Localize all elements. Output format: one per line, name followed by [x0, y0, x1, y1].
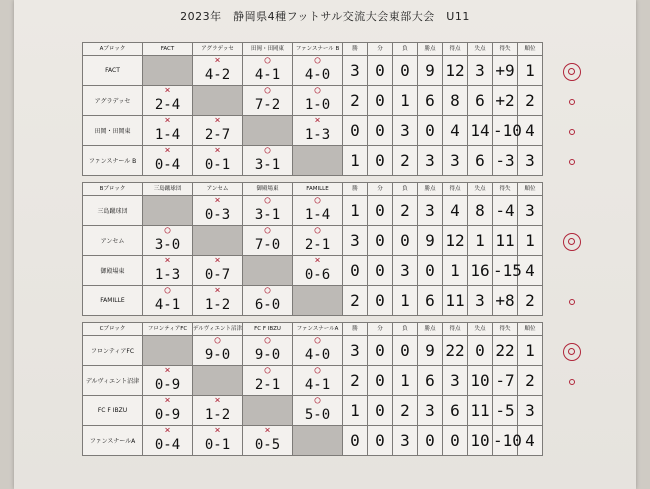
stat-header: 勝点	[418, 323, 443, 336]
team-name: 三島蹴球団	[83, 196, 143, 226]
stat-value: 12	[443, 56, 468, 86]
table-row	[83, 426, 543, 456]
match-score: 0-4	[154, 436, 181, 453]
stat-value: 14	[468, 116, 493, 146]
match-result	[293, 56, 343, 86]
match-result	[193, 196, 243, 226]
match-score: 4-1	[254, 66, 281, 83]
stat-value: 0	[368, 256, 393, 286]
stat-value: +8	[493, 286, 518, 316]
result-mark: ×	[214, 55, 221, 66]
match-result	[143, 116, 193, 146]
result-mark: ×	[214, 145, 221, 156]
stat-header: 得失	[493, 323, 518, 336]
match-result	[193, 426, 243, 456]
match-score: 4-2	[204, 66, 231, 83]
match-result	[293, 116, 343, 146]
match-result	[143, 366, 193, 396]
team-name: 田岡・田岡東	[83, 116, 143, 146]
result-mark: ○	[314, 365, 321, 376]
result-mark: ×	[164, 395, 171, 406]
team-name: フロンティアFC	[83, 336, 143, 366]
stat-value: 11	[468, 396, 493, 426]
result-mark: ○	[264, 145, 271, 156]
stat-value: -4	[493, 196, 518, 226]
stat-header: 分	[368, 43, 393, 56]
match-score: 2-1	[304, 236, 331, 253]
result-mark: ×	[214, 195, 221, 206]
match-score: 0-4	[154, 156, 181, 173]
result-mark: ○	[164, 225, 171, 236]
stat-value: 0	[368, 286, 393, 316]
result-mark: ×	[164, 145, 171, 156]
stat-value: 3	[393, 256, 418, 286]
stat-value: 0	[368, 146, 393, 176]
stat-value: 2	[393, 396, 418, 426]
result-mark: ×	[314, 255, 321, 266]
match-score: 4-1	[154, 296, 181, 313]
match-result	[293, 86, 343, 116]
match-score: 3-0	[154, 236, 181, 253]
stat-value: 3	[468, 56, 493, 86]
match-result	[243, 146, 293, 176]
table-row	[83, 256, 543, 286]
result-mark: ○	[314, 225, 321, 236]
circle-mark	[557, 293, 587, 309]
match-score: 0-7	[204, 266, 231, 283]
team-header: ファンスナール B	[293, 43, 343, 56]
match-result	[243, 86, 293, 116]
circle-icon	[569, 379, 575, 385]
self-match-cell	[293, 426, 343, 456]
result-mark: ○	[164, 285, 171, 296]
stat-header: 勝	[343, 183, 368, 196]
double-circle-icon	[563, 233, 581, 251]
match-result	[143, 86, 193, 116]
match-score: 3-1	[254, 206, 281, 223]
stat-value: 2	[393, 196, 418, 226]
result-mark: ×	[264, 425, 271, 436]
match-result	[193, 116, 243, 146]
block-label: Bブロック	[83, 183, 143, 196]
stat-value: 2	[518, 86, 543, 116]
stat-value: 0	[393, 336, 418, 366]
stat-value: 6	[468, 146, 493, 176]
result-mark: ○	[314, 55, 321, 66]
match-result	[243, 286, 293, 316]
match-result	[243, 366, 293, 396]
match-result	[193, 146, 243, 176]
result-mark: ×	[214, 425, 221, 436]
stat-header: 負	[393, 43, 418, 56]
self-match-cell	[193, 366, 243, 396]
stat-value: 0	[418, 256, 443, 286]
stat-header: 分	[368, 323, 393, 336]
match-score: 0-9	[154, 376, 181, 393]
stat-value: 9	[418, 336, 443, 366]
double-circle-mark	[557, 233, 587, 255]
match-score: 4-0	[304, 66, 331, 83]
stat-value: 1	[393, 86, 418, 116]
stat-value: 6	[418, 286, 443, 316]
result-mark: ×	[214, 255, 221, 266]
circle-mark	[557, 93, 587, 109]
result-mark: ×	[214, 395, 221, 406]
stat-value: 2	[518, 286, 543, 316]
match-score: 0-9	[154, 406, 181, 423]
stat-value: 3	[418, 396, 443, 426]
result-mark: ○	[264, 285, 271, 296]
stat-value: -10	[493, 426, 518, 456]
stat-header: 失点	[468, 323, 493, 336]
match-score: 9-0	[204, 346, 231, 363]
stat-value: 9	[418, 56, 443, 86]
result-mark: ×	[164, 85, 171, 96]
match-result	[243, 226, 293, 256]
match-result	[143, 286, 193, 316]
match-score: 4-0	[304, 346, 331, 363]
stat-value: 1	[343, 146, 368, 176]
stat-value: 6	[418, 366, 443, 396]
match-result	[193, 336, 243, 366]
stat-value: 22	[443, 336, 468, 366]
stat-value: 10	[468, 366, 493, 396]
stat-value: 3	[518, 396, 543, 426]
stat-value: -3	[493, 146, 518, 176]
stat-value: 1	[468, 226, 493, 256]
stat-value: 0	[368, 366, 393, 396]
match-result	[243, 196, 293, 226]
stat-value: 4	[518, 426, 543, 456]
match-score: 1-3	[154, 266, 181, 283]
match-score: 0-3	[204, 206, 231, 223]
stat-value: 3	[343, 226, 368, 256]
stat-header: 得失	[493, 43, 518, 56]
team-header: フロンティアFC	[143, 323, 193, 336]
table-row	[83, 336, 543, 366]
stat-value: 9	[418, 226, 443, 256]
stat-value: -10	[493, 116, 518, 146]
double-circle-icon	[563, 343, 581, 361]
circle-icon	[569, 299, 575, 305]
match-result	[193, 286, 243, 316]
stat-value: 0	[443, 426, 468, 456]
match-result	[293, 226, 343, 256]
table-row	[83, 86, 543, 116]
stat-value: 12	[443, 226, 468, 256]
stat-value: 2	[343, 366, 368, 396]
match-score: 1-2	[204, 406, 231, 423]
result-mark: ○	[264, 225, 271, 236]
match-score: 9-0	[254, 346, 281, 363]
stat-value: 6	[443, 396, 468, 426]
match-result	[143, 256, 193, 286]
stat-value: 0	[368, 226, 393, 256]
stat-header: 得点	[443, 43, 468, 56]
stat-value: 8	[468, 196, 493, 226]
result-mark: ○	[264, 85, 271, 96]
match-result	[143, 426, 193, 456]
table-row	[83, 116, 543, 146]
self-match-cell	[293, 146, 343, 176]
table-row	[83, 286, 543, 316]
team-header: アンセム	[193, 183, 243, 196]
stat-value: 16	[468, 256, 493, 286]
match-result	[293, 396, 343, 426]
stat-value: 1	[518, 226, 543, 256]
result-mark: ×	[214, 115, 221, 126]
stat-value: 0	[368, 86, 393, 116]
team-header: デルヴィエント沼津	[193, 323, 243, 336]
match-result	[243, 426, 293, 456]
block-label: Cブロック	[83, 323, 143, 336]
circle-mark	[557, 153, 587, 169]
match-score: 7-0	[254, 236, 281, 253]
stat-header: 失点	[468, 183, 493, 196]
stat-value: 4	[443, 116, 468, 146]
stat-value: 8	[443, 86, 468, 116]
result-mark: ○	[264, 195, 271, 206]
result-mark: ×	[164, 425, 171, 436]
match-result	[293, 196, 343, 226]
team-name: デルヴィエント沼津	[83, 366, 143, 396]
stat-value: 0	[418, 426, 443, 456]
match-result	[293, 256, 343, 286]
match-result	[143, 146, 193, 176]
stat-value: 1	[443, 256, 468, 286]
match-score: 2-7	[204, 126, 231, 143]
result-mark: ○	[314, 335, 321, 346]
stat-header: 勝点	[418, 183, 443, 196]
stat-value: -15	[493, 256, 518, 286]
stat-value: 3	[518, 196, 543, 226]
self-match-cell	[193, 86, 243, 116]
team-header: FAMILLE	[293, 183, 343, 196]
match-result	[193, 396, 243, 426]
match-score: 0-1	[204, 156, 231, 173]
stat-header: 勝	[343, 323, 368, 336]
team-name: ファンスナール B	[83, 146, 143, 176]
stat-header: 得失	[493, 183, 518, 196]
stat-value: 3	[343, 336, 368, 366]
result-mark: ×	[314, 115, 321, 126]
stat-header: 順位	[518, 43, 543, 56]
stat-value: 6	[418, 86, 443, 116]
stat-value: 0	[418, 116, 443, 146]
stat-value: 3	[418, 196, 443, 226]
double-circle-mark	[557, 343, 587, 365]
team-name: FACT	[83, 56, 143, 86]
stat-value: -5	[493, 396, 518, 426]
team-name: FAMILLE	[83, 286, 143, 316]
stat-value: 0	[343, 426, 368, 456]
stat-value: 3	[518, 146, 543, 176]
self-match-cell	[293, 286, 343, 316]
stat-value: 3	[343, 56, 368, 86]
match-score: 1-0	[304, 96, 331, 113]
result-mark: ○	[214, 335, 221, 346]
block-label: Aブロック	[83, 43, 143, 56]
stat-value: 3	[443, 146, 468, 176]
stat-value: 2	[393, 146, 418, 176]
team-name: アンセム	[83, 226, 143, 256]
match-score: 1-2	[204, 296, 231, 313]
double-circle-icon	[563, 63, 581, 81]
stat-value: 1	[518, 336, 543, 366]
stat-value: 0	[368, 336, 393, 366]
result-mark: ×	[164, 365, 171, 376]
team-header: 田岡・田岡東	[243, 43, 293, 56]
team-name: 御殿場東	[83, 256, 143, 286]
stat-header: 失点	[468, 43, 493, 56]
stat-value: 1	[393, 286, 418, 316]
match-score: 0-5	[254, 436, 281, 453]
match-result	[243, 56, 293, 86]
team-header: 御殿場東	[243, 183, 293, 196]
stat-value: 11	[443, 286, 468, 316]
self-match-cell	[243, 256, 293, 286]
double-circle-mark	[557, 63, 587, 85]
stat-header: 順位	[518, 183, 543, 196]
match-score: 6-0	[254, 296, 281, 313]
result-mark: ○	[264, 365, 271, 376]
match-score: 1-4	[154, 126, 181, 143]
result-mark: ○	[314, 85, 321, 96]
stat-value: 0	[368, 196, 393, 226]
stat-value: 1	[518, 56, 543, 86]
stat-value: 0	[393, 226, 418, 256]
stat-value: 1	[393, 366, 418, 396]
stat-value: 1	[343, 396, 368, 426]
match-result	[243, 336, 293, 366]
match-score: 2-4	[154, 96, 181, 113]
stat-value: 2	[343, 86, 368, 116]
team-header: FACT	[143, 43, 193, 56]
match-result	[293, 336, 343, 366]
stat-header: 勝	[343, 43, 368, 56]
stat-header: 順位	[518, 323, 543, 336]
match-result	[143, 226, 193, 256]
stat-value: 2	[343, 286, 368, 316]
table-row	[83, 366, 543, 396]
self-match-cell	[143, 56, 193, 86]
stat-value: 10	[468, 426, 493, 456]
stat-value: 0	[343, 256, 368, 286]
block-table-1	[82, 42, 543, 176]
page-title: 2023年 静岡県4種フットサル交流大会東部大会 U11	[180, 10, 470, 23]
circle-icon	[569, 99, 575, 105]
stat-value: 0	[343, 116, 368, 146]
team-name: FC F IBZU	[83, 396, 143, 426]
circle-icon	[569, 159, 575, 165]
match-score: 2-1	[254, 376, 281, 393]
stat-value: 22	[493, 336, 518, 366]
stat-value: 0	[368, 116, 393, 146]
match-score: 0-6	[304, 266, 331, 283]
result-mark: ○	[264, 55, 271, 66]
stat-value: +9	[493, 56, 518, 86]
stat-value: 4	[443, 196, 468, 226]
self-match-cell	[143, 336, 193, 366]
match-score: 5-0	[304, 406, 331, 423]
stat-value: 3	[393, 426, 418, 456]
match-score: 1-4	[304, 206, 331, 223]
self-match-cell	[143, 196, 193, 226]
result-mark: ×	[214, 285, 221, 296]
match-score: 4-1	[304, 376, 331, 393]
stat-header: 得点	[443, 323, 468, 336]
team-header: 三島蹴球団	[143, 183, 193, 196]
match-score: 3-1	[254, 156, 281, 173]
self-match-cell	[193, 226, 243, 256]
stat-header: 負	[393, 183, 418, 196]
match-result	[293, 366, 343, 396]
self-match-cell	[243, 396, 293, 426]
stat-header: 勝点	[418, 43, 443, 56]
stat-value: 4	[518, 116, 543, 146]
block-table-3	[82, 322, 543, 456]
stat-value: 2	[518, 366, 543, 396]
match-result	[193, 256, 243, 286]
result-mark: ○	[314, 395, 321, 406]
match-score: 0-1	[204, 436, 231, 453]
circle-mark	[557, 373, 587, 389]
stat-value: 3	[468, 286, 493, 316]
stat-header: 分	[368, 183, 393, 196]
stat-value: 6	[468, 86, 493, 116]
team-header: アグラデッセ	[193, 43, 243, 56]
stat-value: 0	[368, 56, 393, 86]
match-score: 7-2	[254, 96, 281, 113]
table-row	[83, 226, 543, 256]
table-row	[83, 56, 543, 86]
stat-value: 3	[393, 116, 418, 146]
result-mark: ×	[164, 255, 171, 266]
result-mark: ○	[264, 335, 271, 346]
table-row	[83, 196, 543, 226]
stat-value: +2	[493, 86, 518, 116]
stat-value: 3	[418, 146, 443, 176]
stat-value: 0	[368, 426, 393, 456]
stat-value: 0	[368, 396, 393, 426]
stat-value: 0	[393, 56, 418, 86]
match-result	[193, 56, 243, 86]
stat-value: 11	[493, 226, 518, 256]
team-name: ファンスナールA	[83, 426, 143, 456]
result-mark: ○	[314, 195, 321, 206]
stat-value: 0	[468, 336, 493, 366]
circle-icon	[569, 129, 575, 135]
block-table-2	[82, 182, 543, 316]
stat-value: 1	[343, 196, 368, 226]
stat-value: -7	[493, 366, 518, 396]
stat-header: 得点	[443, 183, 468, 196]
stat-value: 3	[443, 366, 468, 396]
team-name: アグラデッセ	[83, 86, 143, 116]
team-header: FC F IBZU	[243, 323, 293, 336]
stat-value: 4	[518, 256, 543, 286]
table-row	[83, 396, 543, 426]
match-score: 1-3	[304, 126, 331, 143]
self-match-cell	[243, 116, 293, 146]
match-result	[143, 396, 193, 426]
stat-header: 負	[393, 323, 418, 336]
circle-mark	[557, 123, 587, 139]
table-row	[83, 146, 543, 176]
result-mark: ×	[164, 115, 171, 126]
team-header: ファンスナールA	[293, 323, 343, 336]
